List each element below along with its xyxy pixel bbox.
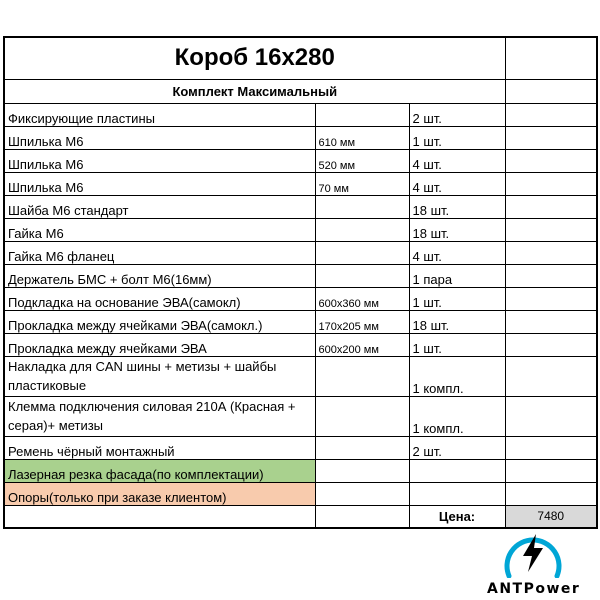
empty-cell [505, 287, 597, 310]
item-qty: 18 шт. [409, 218, 505, 241]
item-size [315, 436, 409, 459]
item-qty: 4 шт. [409, 149, 505, 172]
item-name: Клемма подключения силовая 210А (Красная + серая)+ метизы [4, 396, 315, 436]
item-name: Гайка М6 фланец [4, 241, 315, 264]
item-qty: 1 шт. [409, 126, 505, 149]
antpower-logo [487, 526, 597, 598]
item-size [315, 103, 409, 126]
item-qty: 1 пара [409, 264, 505, 287]
item-name-highlight-orange: Опоры(только при заказе клиентом) [4, 482, 315, 505]
item-size [315, 459, 409, 482]
item-name: Шпилька М6 [4, 126, 315, 149]
empty-cell [505, 37, 597, 79]
item-name: Подкладка на основание ЭВА(самокл) [4, 287, 315, 310]
empty-cell [505, 149, 597, 172]
item-size: 170х205 мм [315, 310, 409, 333]
item-name: Прокладка между ячейками ЭВА(самокл.) [4, 310, 315, 333]
empty-cell [505, 103, 597, 126]
item-size: 70 мм [315, 172, 409, 195]
empty-cell [4, 505, 315, 528]
empty-cell [505, 264, 597, 287]
lightning-bolt-icon [501, 526, 565, 578]
empty-cell [505, 172, 597, 195]
item-qty: 18 шт. [409, 310, 505, 333]
item-name: Ремень чёрный монтажный [4, 436, 315, 459]
empty-cell [505, 436, 597, 459]
item-size [315, 195, 409, 218]
item-size: 610 мм [315, 126, 409, 149]
item-name: Гайка М6 [4, 218, 315, 241]
item-qty: 4 шт. [409, 241, 505, 264]
item-qty: 1 шт. [409, 333, 505, 356]
item-name: Прокладка между ячейками ЭВА [4, 333, 315, 356]
empty-cell [505, 482, 597, 505]
item-size [315, 482, 409, 505]
item-qty: 4 шт. [409, 172, 505, 195]
empty-cell [505, 218, 597, 241]
item-qty: 18 шт. [409, 195, 505, 218]
item-size: 600х360 мм [315, 287, 409, 310]
price-value: 7480 [505, 505, 597, 528]
empty-cell [505, 459, 597, 482]
empty-cell [505, 396, 597, 436]
item-qty [409, 482, 505, 505]
item-size [315, 241, 409, 264]
page-subtitle: Комплект Максимальный [4, 79, 505, 103]
item-qty: 1 компл. [409, 356, 505, 396]
item-qty: 2 шт. [409, 103, 505, 126]
item-size [315, 264, 409, 287]
empty-cell [505, 241, 597, 264]
item-size: 520 мм [315, 149, 409, 172]
item-name-highlight-green: Лазерная резка фасада(по комплектации) [4, 459, 315, 482]
empty-cell [505, 333, 597, 356]
empty-cell [505, 126, 597, 149]
item-name: Шпилька М6 [4, 172, 315, 195]
empty-cell [505, 310, 597, 333]
item-size: 600х200 мм [315, 333, 409, 356]
item-qty [409, 459, 505, 482]
empty-cell [505, 79, 597, 103]
empty-cell [505, 356, 597, 396]
price-label: Цена: [409, 505, 505, 528]
item-qty: 1 компл. [409, 396, 505, 436]
item-name: Шайба М6 стандарт [4, 195, 315, 218]
kit-spec-table [3, 36, 598, 529]
empty-cell [505, 195, 597, 218]
item-name: Держатель БМС + болт М6(16мм) [4, 264, 315, 287]
item-qty: 1 шт. [409, 287, 505, 310]
item-name: Фиксирующие пластины [4, 103, 315, 126]
item-name: Шпилька М6 [4, 149, 315, 172]
item-size [315, 218, 409, 241]
page-title: Короб 16х280 [4, 37, 505, 79]
item-size [315, 396, 409, 436]
empty-cell [315, 505, 409, 528]
item-qty: 2 шт. [409, 436, 505, 459]
item-name: Накладка для CAN шины + метизы + шайбы пластиковые [4, 356, 315, 396]
item-size [315, 356, 409, 396]
logo-text: ANTPower [487, 581, 581, 597]
